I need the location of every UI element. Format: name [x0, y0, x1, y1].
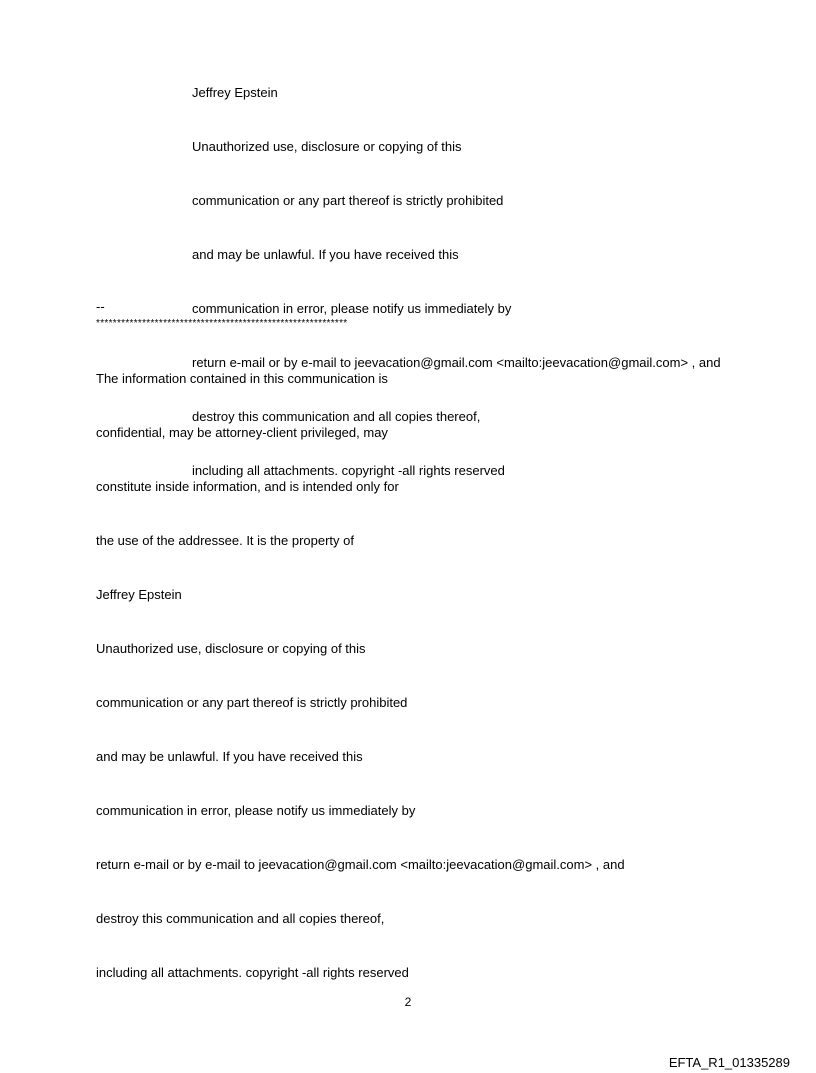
text-line: and may be unlawful. If you have received this	[96, 749, 363, 764]
text-line: constitute inside information, and is intended only for	[96, 479, 399, 494]
text-line: including all attachments. copyright -all rights reserved	[96, 965, 409, 980]
text-line: and may be unlawful. If you have received this	[192, 247, 459, 262]
text-line: Unauthorized use, disclosure or copying of this	[192, 139, 462, 154]
text-line: destroy this communication and all copies thereof,	[192, 409, 481, 424]
text-line: the use of the addressee. It is the property of	[96, 533, 354, 548]
text-line: communication in error, please notify us immediately by	[96, 803, 416, 818]
text-line: destroy this communication and all copies thereof,	[96, 911, 385, 926]
text-line: Unauthorized use, disclosure or copying of this	[96, 641, 366, 656]
text-line: communication in error, please notify us immediately by	[192, 301, 512, 316]
text-line: confidential, may be attorney-client privileged, may	[96, 425, 388, 440]
text-line: communication or any part thereof is strictly prohibited	[192, 193, 504, 208]
separator-stars: ************************************************************	[96, 318, 348, 329]
page-number: 2	[404, 995, 412, 1009]
document-id: EFTA_R1_01335289	[668, 1055, 790, 1070]
separator-dashes: --	[96, 299, 105, 314]
text-line: return e-mail or by e-mail to jeevacation@gmail.com <mailto:jeevacation@gmail.com> , and	[192, 355, 721, 370]
text-line: Jeffrey Epstein	[192, 85, 278, 100]
text-line: Jeffrey Epstein	[96, 587, 182, 602]
signature-block	[96, 334, 625, 1000]
text-line: communication or any part thereof is strictly prohibited	[96, 695, 408, 710]
text-line: The information contained in this communication is	[96, 371, 388, 386]
text-line: return e-mail or by e-mail to jeevacation@gmail.com <mailto:jeevacation@gmail.com> , and	[96, 857, 625, 872]
text-line: including all attachments. copyright -all rights reserved	[192, 463, 505, 478]
